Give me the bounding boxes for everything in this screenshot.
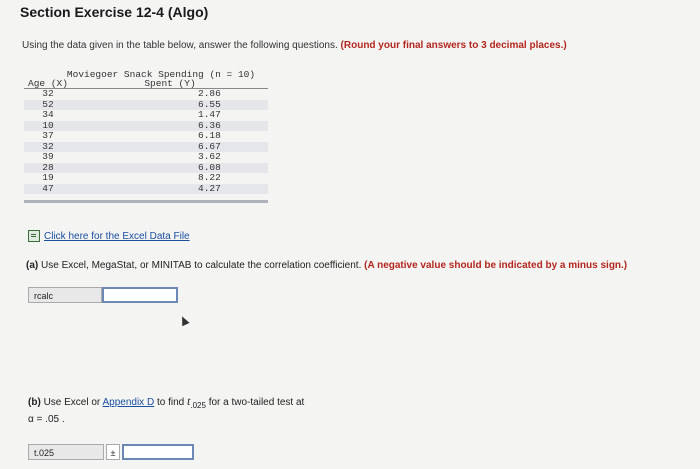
question-a-tag: (a) <box>26 260 39 271</box>
t-critical-answer-row <box>28 444 194 460</box>
cell-spent: 6.67 <box>198 140 221 152</box>
cell-age: 47 <box>42 182 54 194</box>
cell-age: 34 <box>42 109 54 120</box>
question-b-text-before: Use Excel or <box>43 397 101 408</box>
question-b-line1 <box>28 394 304 413</box>
cell-spent: 3.62 <box>198 151 221 162</box>
table-row <box>24 131 268 142</box>
rcalc-label: rcalc <box>28 287 102 303</box>
t-critical-label: t.025 <box>28 444 104 460</box>
table-header <box>24 79 268 89</box>
table-body <box>24 89 268 194</box>
page-title: Section Exercise 12-4 (Algo) <box>20 4 209 20</box>
cell-age: 52 <box>42 98 54 110</box>
col-header-age: Age (X) <box>28 78 68 89</box>
cell-spent: 4.27 <box>198 182 221 194</box>
cell-age: 19 <box>42 172 54 183</box>
table-row <box>24 142 268 153</box>
question-a-note: (A negative value should be indicated by a minus sign.) <box>364 260 628 271</box>
question-b-text-after: for a two-tailed test at <box>208 397 305 408</box>
cell-spent: 6.08 <box>198 161 221 173</box>
mouse-cursor-icon <box>178 315 189 327</box>
cell-age: 32 <box>42 140 54 152</box>
question-b-text-mid: to find <box>156 397 185 408</box>
t-subscript: .025 <box>190 401 206 410</box>
table-row <box>24 184 268 195</box>
cell-spent: 8.22 <box>198 172 221 183</box>
table-footer-rule <box>24 200 268 203</box>
table-row <box>24 163 268 174</box>
table-row <box>24 100 268 111</box>
table-row <box>24 173 268 184</box>
t-critical-input[interactable] <box>122 444 194 460</box>
col-header-spent: Spent (Y) <box>144 78 196 89</box>
cell-age: 39 <box>42 151 54 162</box>
table-caption: Moviegoer Snack Spending (n = 10) <box>66 69 256 80</box>
cell-age: 28 <box>42 161 54 173</box>
cell-spent: 6.18 <box>198 130 221 141</box>
question-b-tag: (b) <box>28 397 41 408</box>
excel-link-label[interactable]: Click here for the Excel Data File <box>44 230 190 242</box>
excel-data-link[interactable] <box>28 230 190 242</box>
rcalc-answer-row <box>28 287 178 303</box>
cell-spent: 2.86 <box>198 88 221 99</box>
rounding-note: (Round your final answers to 3 decimal places.) <box>340 40 567 51</box>
cell-spent: 6.55 <box>198 98 221 110</box>
rcalc-input[interactable] <box>102 287 178 303</box>
instructions-text: Using the data given in the table below, answer the following questions. <box>22 40 338 51</box>
cell-spent: 1.47 <box>198 109 221 120</box>
cell-spent: 6.36 <box>198 119 221 131</box>
excel-file-icon <box>28 230 40 242</box>
instructions <box>22 40 567 51</box>
cell-age: 10 <box>42 119 54 131</box>
t-symbol: t <box>187 394 191 408</box>
cell-age: 32 <box>42 88 54 99</box>
question-a-text: Use Excel, MegaStat, or MINITAB to calculate the correlation coefficient. <box>41 260 362 271</box>
question-b <box>28 394 304 427</box>
table-row <box>24 152 268 163</box>
table-row <box>24 89 268 100</box>
table-row <box>24 110 268 121</box>
appendix-d-link[interactable]: Appendix D <box>102 397 155 408</box>
table-row <box>24 121 268 132</box>
plus-minus-sign: ± <box>106 444 120 460</box>
question-a <box>26 260 627 271</box>
data-table <box>24 70 268 203</box>
alpha-value: α = .05 . <box>28 414 65 425</box>
cell-age: 37 <box>42 130 54 141</box>
